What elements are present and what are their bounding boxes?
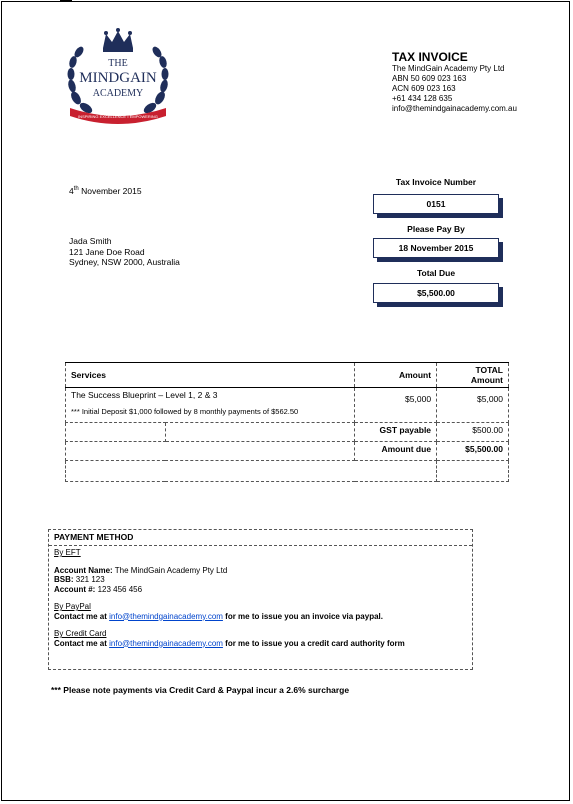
- document-title: TAX INVOICE: [392, 50, 468, 64]
- date-day: 4: [69, 186, 74, 196]
- paypal-title: By PayPal: [54, 602, 91, 611]
- card-suffix: for me to issue you a credit card authority form: [222, 638, 405, 648]
- account-name-line: [54, 566, 467, 576]
- card-email-link[interactable]: info@themindgainacademy.com: [109, 638, 223, 648]
- paypal-suffix: for me to issue you an invoice via paypal.: [222, 611, 383, 621]
- surcharge-note: *** Please note payments via Credit Card & Paypal incur a 2.6% surcharge: [51, 685, 350, 695]
- paypal-contact-prefix: Contact me at: [54, 611, 110, 621]
- service-total: $5,000: [437, 388, 509, 423]
- credit-card-title: By Credit Card: [54, 629, 107, 638]
- header-amount: Amount: [355, 363, 437, 388]
- eft-title: By EFT: [54, 548, 81, 557]
- paypal-email-link[interactable]: info@themindgainacademy.com: [109, 611, 223, 621]
- amount-due-label: Amount due: [355, 442, 437, 461]
- pay-by-box: 18 November 2015: [373, 238, 499, 258]
- due-empty-cell: [66, 442, 355, 461]
- blank-row: [66, 461, 509, 482]
- gst-empty-cell-1: [66, 423, 166, 442]
- payment-method-box: [48, 529, 473, 670]
- svg-text:THE: THE: [108, 58, 128, 69]
- date-rest: November 2015: [78, 186, 142, 196]
- academy-logo: [66, 28, 170, 130]
- customer-street: 121 Jane Doe Road: [69, 246, 145, 257]
- svg-text:INSPIRING EXCELLENCE • EMPOWER: INSPIRING EXCELLENCE • EMPOWERING: [78, 114, 158, 119]
- card-contact-prefix: Contact me at: [54, 638, 110, 648]
- services-table: [65, 362, 509, 482]
- credit-card-line: [54, 639, 467, 649]
- gst-row: [66, 423, 509, 442]
- account-name-label: Account Name:: [54, 565, 113, 575]
- amount-due-row: [66, 442, 509, 461]
- bsb-value: 321 123: [73, 575, 105, 584]
- pay-by-label: Please Pay By: [407, 224, 465, 234]
- bsb-line: [54, 575, 467, 585]
- table-row: [66, 388, 509, 423]
- service-cell: [66, 388, 355, 423]
- invoice-number-box: 0151: [373, 194, 499, 214]
- svg-text:ACADEMY: ACADEMY: [92, 88, 144, 99]
- invoice-number-label: Tax Invoice Number: [395, 177, 477, 187]
- company-abn: ABN 50 609 023 163: [392, 74, 467, 83]
- date-suffix: th: [73, 186, 79, 193]
- service-note: *** Initial Deposit $1,000 followed by 8 monthly payments of $562.50: [71, 407, 299, 416]
- service-amount: $5,000: [355, 388, 437, 423]
- svg-text:MINDGAIN: MINDGAIN: [79, 70, 157, 86]
- gst-empty-cell-2: [165, 423, 354, 442]
- payment-method-title: PAYMENT METHOD: [49, 530, 472, 546]
- company-name: The MindGain Academy Pty Ltd: [392, 64, 505, 73]
- customer-address: [69, 236, 180, 268]
- account-number-value: 123 456 456: [95, 584, 143, 594]
- bsb-label: BSB:: [54, 575, 74, 584]
- header-total: TOTAL Amount: [437, 363, 509, 388]
- service-description: The Success Blueprint – Level 1, 2 & 3: [71, 390, 218, 400]
- company-details: [392, 50, 517, 114]
- blank-cell-right: [437, 461, 509, 482]
- account-number-line: [54, 585, 467, 595]
- gst-label: GST payable: [355, 423, 437, 442]
- amount-due-value: $5,500.00: [437, 442, 509, 461]
- blank-cell: [66, 461, 437, 482]
- customer-name: Jada Smith: [69, 236, 112, 246]
- gst-value: $500.00: [437, 423, 509, 442]
- top-mark: [60, 0, 72, 1]
- invoice-date: [69, 186, 142, 196]
- total-due-box: $5,500.00: [373, 283, 499, 303]
- payment-method-body: [49, 546, 472, 650]
- account-number-label: Account #:: [54, 584, 96, 594]
- company-acn: ACN 609 023 163: [392, 84, 456, 93]
- customer-city: Sydney, NSW 2000, Australia: [69, 257, 180, 267]
- table-header-row: [66, 363, 509, 388]
- account-name-value: The MindGain Academy Pty Ltd: [112, 565, 228, 575]
- paypal-line: [54, 612, 467, 622]
- company-phone: +61 434 128 635: [392, 94, 453, 103]
- company-email: info@themindgainacademy.com.au: [392, 104, 517, 113]
- header-services: Services: [66, 363, 355, 388]
- total-due-label: Total Due: [416, 268, 456, 278]
